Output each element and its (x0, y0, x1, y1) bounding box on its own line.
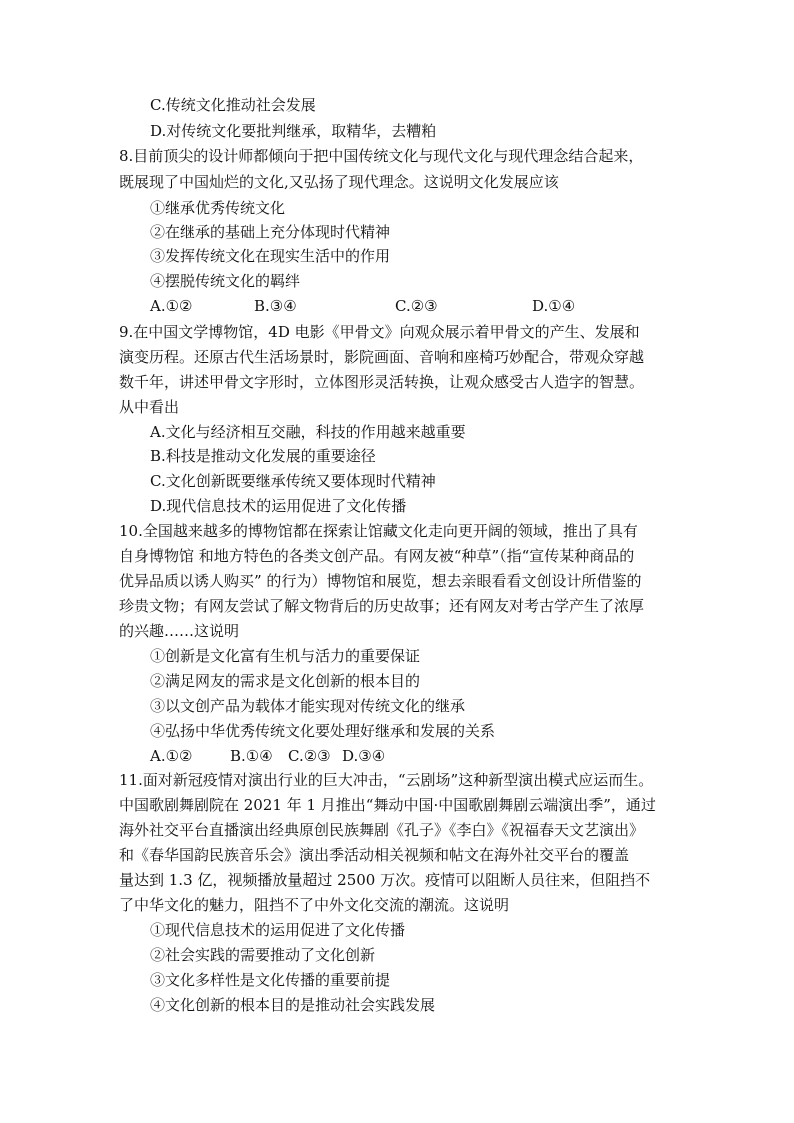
q11-statement: ④文化创新的根本目的是推动社会实践发展 (150, 996, 436, 1014)
q8-statement: ②在继承的基础上充分体现时代精神 (150, 223, 391, 241)
q8-choice-b: B.③④ (254, 297, 297, 315)
q8-statement: ①继承优秀传统文化 (150, 199, 286, 217)
q9-stem-line: 从中看出 (119, 398, 180, 416)
q11-stem-line: 11.面对新冠疫情对演出行业的巨大冲击，“云剧场”这种新型演出模式应运而生。 (119, 771, 654, 789)
q11-statement: ①现代信息技术的运用促进了文化传播 (150, 921, 406, 939)
q10-statement: ③以文创产品为载体才能实现对传统文化的继承 (150, 697, 466, 715)
q10-statement: ②满足网友的需求是文化创新的根本目的 (150, 672, 421, 690)
q8-stem-line: 8.目前顶尖的设计师都倾向于把中国传统文化与现代文化与现代理念结合起来， (119, 147, 644, 165)
q8-choice-c: C.②③ (395, 297, 438, 315)
q7-option-c: C.传统文化推动社会发展 (150, 96, 316, 114)
q10-choices (150, 746, 385, 766)
q10-choice-d: D.③④ (342, 747, 386, 765)
q10-statement: ④弘扬中华优秀传统文化要处理好继承和发展的关系 (150, 722, 496, 740)
q10-statement: ①创新是文化富有生机与活力的重要保证 (150, 647, 421, 665)
q11-stem-line: 海外社交平台直播演出经典原创民族舞剧《孔子》《李白》《祝福春天文艺演出》 (119, 821, 645, 839)
q8-choice-d: D.①④ (532, 297, 576, 315)
q9-option-c: C.文化创新既要继承传统又要体现时代精神 (150, 472, 436, 490)
q10-stem-line: 10.全国越来越多的博物馆都在探索让馆藏文化走向更开阔的领域，推出了具有 (119, 522, 638, 540)
q8-statement: ③发挥传统文化在现实生活中的作用 (150, 247, 391, 265)
q10-choice-b: B.①④ (230, 747, 273, 765)
q7-option-d: D.对传统文化要批判继承，取精华，去糟粕 (150, 122, 437, 140)
q11-statement: ③文化多样性是文化传播的重要前提 (150, 971, 391, 989)
q11-statement: ②社会实践的需要推动了文化创新 (150, 946, 376, 964)
q8-statement: ④摆脱传统文化的羁绊 (150, 272, 301, 290)
q10-stem-line: 自身博物馆 和地方特色的各类文创产品。有网友被“种草”（指“宣传某种商品的 (119, 547, 635, 565)
q10-choice-a: A.①② (150, 747, 193, 765)
q8-choice-a: A.①② (150, 297, 193, 315)
q10-stem-line: 的兴趣……这说明 (119, 622, 240, 640)
q10-choice-c: C.②③ (288, 747, 331, 765)
q9-stem-line: 9.在中国文学博物馆，4D 电影《甲骨文》向观众展示着甲骨文的产生、发展和 (119, 323, 640, 341)
q9-option-a: A.文化与经济相互交融，科技的作用越来越重要 (150, 423, 466, 441)
q10-stem-line: 珍贵文物；有网友尝试了解文物背后的历史故事；还有网友对考古学产生了浓厚 (119, 597, 645, 615)
q9-stem-line: 演变历程。还原古代生活场景时，影院画面、音响和座椅巧妙配合，带观众穿越 (119, 348, 645, 366)
q10-stem-line: 优异品质以诱人购买” 的行为）博物馆和展览，想去亲眼看看文创设计所借鉴的 (119, 572, 642, 590)
q9-stem-line: 数千年，讲述甲骨文字形时，立体图形灵活转换，让观众感受古人造字的智慧。 (119, 373, 645, 391)
q9-option-d: D.现代信息技术的运用促进了文化传播 (150, 497, 407, 515)
q11-stem-line: 量达到 1.3 亿，视频播放量超过 2500 万次。疫情可以阻断人员往来，但阻挡不 (119, 871, 651, 889)
q11-stem-line: 和《春华国韵民族音乐会》演出季活动相关视频和帖文在海外社交平台的覆盖 (119, 846, 630, 864)
q11-stem-line: 了中华文化的魅力，阻挡不了中外文化交流的潮流。这说明 (119, 896, 510, 914)
q8-stem-line: 既展现了中国灿烂的文化,又弘扬了现代理念。这说明文化发展应该 (119, 173, 559, 191)
q11-stem-line: 中国歌剧舞剧院在 2021 年 1 月推出“舞动中国·中国歌剧舞剧云端演出季”，通过 (119, 796, 656, 814)
q8-choices (150, 296, 575, 316)
q9-option-b: B.科技是推动文化发展的重要途径 (150, 447, 376, 465)
